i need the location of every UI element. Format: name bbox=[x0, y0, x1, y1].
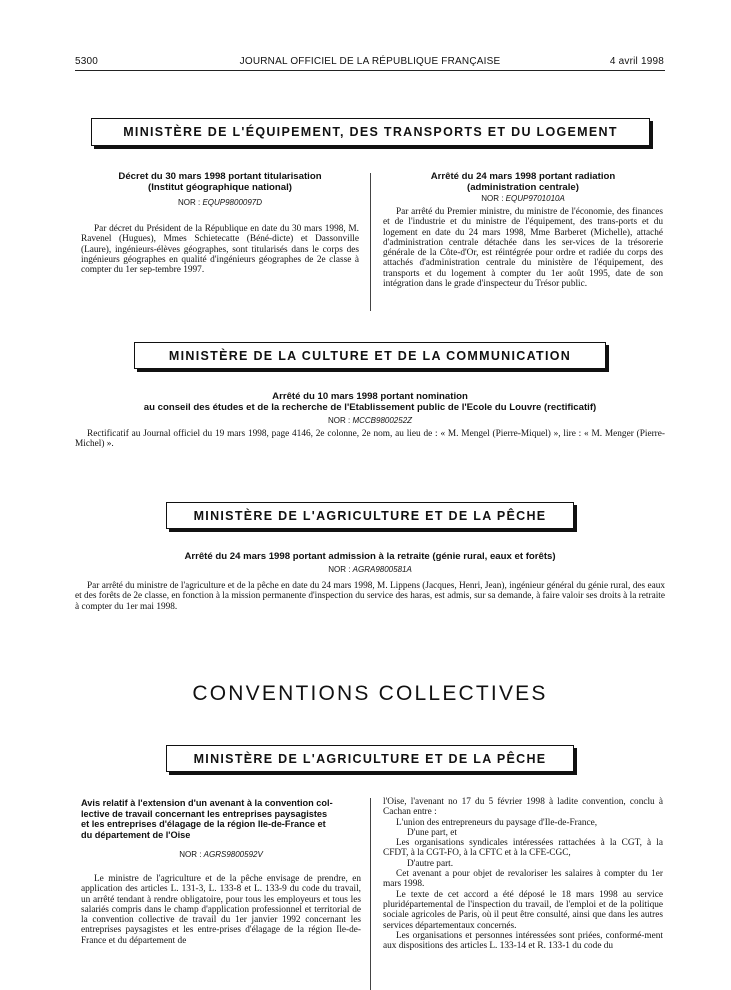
avis-paragraph: Les organisations et personnes intéressées sont priées, conformé-ment aux dispositions des articles L. 133-14 et R. 133-1 du code du bbox=[383, 930, 663, 952]
ministry-banner-agriculture: MINISTÈRE DE L'AGRICULTURE ET DE LA PÊCHE bbox=[166, 502, 574, 529]
ministry-banner-culture: MINISTÈRE DE LA CULTURE ET DE LA COMMUNICATION bbox=[134, 342, 606, 369]
column-divider-2 bbox=[370, 798, 371, 990]
avis-body: Le ministre de l'agriculture et de la pêche envisage de prendre, en application des articles L. 131-3, L. 133-8 et L. 133-9 du code du travail, un arrêté tendant à rendre obligatoire, pour tous les employeurs et tous les salariés compris dans le champ d'application professionnel et territorial de la convention collective de travail du 1er janvier 1992 concernant les entreprises paysagistes et les entre-prises d'élagage de la région Ile-de-France et du département de bbox=[81, 874, 361, 946]
nor-reference bbox=[81, 198, 359, 207]
rectificatif-body: Rectificatif au Journal officiel du 19 mars 1998, page 4146, 2e colonne, 2e nom, au lieu de : « M. Mengel (Pierre-Miquel) », lire : « M. Menger (Pierre-Michel) ». bbox=[75, 429, 665, 450]
avis-paragraph: D'autre part. bbox=[407, 858, 454, 869]
avis-paragraph: l'Oise, l'avenant no 17 du 5 février 1998 à ladite convention, conclu à Cachan entre : bbox=[383, 797, 663, 818]
nor-reference bbox=[75, 565, 665, 574]
avis-paragraph: Les organisations syndicales intéressées rattachées à la CGT, à la CFDT, à la CGT-FO, à la CFTC et à la CFE-CGC, bbox=[383, 838, 663, 859]
nor-code: AGRA9800581A bbox=[352, 565, 412, 574]
ministry-banner-agriculture-2: MINISTÈRE DE L'AGRICULTURE ET DE LA PÊCHE bbox=[166, 745, 574, 772]
nor-code: MCCB9800252Z bbox=[352, 416, 413, 425]
ministry-banner-equipement: MINISTÈRE DE L'ÉQUIPEMENT, DES TRANSPORTS ET DU LOGEMENT bbox=[91, 118, 650, 146]
column-divider bbox=[370, 173, 371, 311]
decree-title: Décret du 30 mars 1998 portant titularisation (Institut géographique national) bbox=[118, 171, 322, 193]
avis-continuation bbox=[383, 797, 663, 951]
nor-label: NOR : bbox=[328, 565, 351, 574]
avis-title: Avis relatif à l'extension d'un avenant à la convention col- lective de travail concernant les entreprises paysagistes et les entreprises d'élagage de la région Ile-de-France et du département de l'Oise bbox=[81, 798, 333, 840]
avis-extension bbox=[81, 798, 361, 946]
nor-reference bbox=[383, 194, 663, 203]
arrete-radiation bbox=[383, 171, 663, 289]
arrete-retraite bbox=[75, 551, 665, 612]
arrete-nomination bbox=[75, 391, 665, 450]
nor-code: AGRS9800592V bbox=[203, 850, 263, 859]
decree-titularisation bbox=[81, 171, 359, 275]
avis-paragraph: D'une part, et bbox=[407, 827, 457, 838]
arrete-title: Arrêté du 24 mars 1998 portant admission à la retraite (génie rural, eaux et forêts) bbox=[184, 551, 556, 562]
nor-reference bbox=[75, 416, 665, 425]
arrete-title: Arrêté du 10 mars 1998 portant nomination au conseil des études et de la recherche de l'Etablissement public de l'Ecole du Louvre (rectificatif) bbox=[143, 391, 597, 413]
nor-label: NOR : bbox=[177, 198, 201, 207]
retraite-body: Par arrêté du ministre de l'agriculture et de la pêche en date du 24 mars 1998, M. Lippens (Jacques, Henri, Jean), ingénieur général du génie rural, des eaux et des forêts de 2e classe, en fonction à la mission permanente d'inspection du service des haras, est admis, sur sa demande, à faire valoir ses droits à la retraite à compter du 1er mai 1998. bbox=[75, 581, 665, 612]
arrete-title: Arrêté du 24 mars 1998 portant radiation (administration centrale) bbox=[430, 171, 616, 193]
nor-code: EQUP9701010A bbox=[505, 194, 565, 203]
header-rule bbox=[75, 70, 665, 71]
avis-paragraph: Le texte de cet accord a été déposé le 18 mars 1998 au service pluridépartemental de l'inspection du travail, de l'emploi et de la politique sociale agricoles de Paris, où il peut être consulté, ainsi que dans les autres services départementaux concernés. bbox=[383, 889, 663, 931]
avis-paragraph: L'union des entrepreneurs du paysage d'Ile-de-France, bbox=[396, 817, 598, 828]
nor-label: NOR : bbox=[481, 194, 504, 203]
decree-body: Par décret du Président de la République en date du 30 mars 1998, M. Ravenel (Hugues), Mmes Schietecatte (Béné-dicte) et Dassonville (Laure), ingénieurs-élèves géographes, sont titularisés dans le corps des ingénieurs géographes en qualité d'ingénieurs géographes de 2e classe à compter du 1er sep-tembre 1997. bbox=[81, 224, 359, 276]
conventions-heading: CONVENTIONS COLLECTIVES bbox=[192, 682, 548, 705]
nor-label: NOR : bbox=[327, 416, 351, 425]
nor-reference bbox=[81, 850, 361, 859]
arrete-body: Par arrêté du Premier ministre, du ministre de l'économie, des finances et de l'industrie et du ministre de l'équipement, des trans-ports et du logement en date du 24 mars 1998, Mme Barberet (Michelle), attaché d'administration centrale détachée dans les ser-vices de la trésorerie générale de la Côte-d'Or, est réintégrée pour ordre et radiée du corps des attachés d'administration centrale du ministère de l'équipement, des transports et du logement à compter du 1er août 1995, date de son intégration dans le grade d'inspecteur du Trésor public. bbox=[383, 207, 663, 290]
page-number: 5300 bbox=[75, 56, 99, 67]
nor-label: NOR : bbox=[179, 850, 202, 859]
avis-paragraph: Cet avenant a pour objet de revaloriser les salaires à compter du 1er mars 1998. bbox=[383, 869, 663, 890]
journal-title: JOURNAL OFFICIEL DE LA RÉPUBLIQUE FRANÇAISE bbox=[239, 56, 501, 67]
nor-code: EQUP9800097D bbox=[202, 198, 263, 207]
issue-date: 4 avril 1998 bbox=[609, 56, 664, 67]
